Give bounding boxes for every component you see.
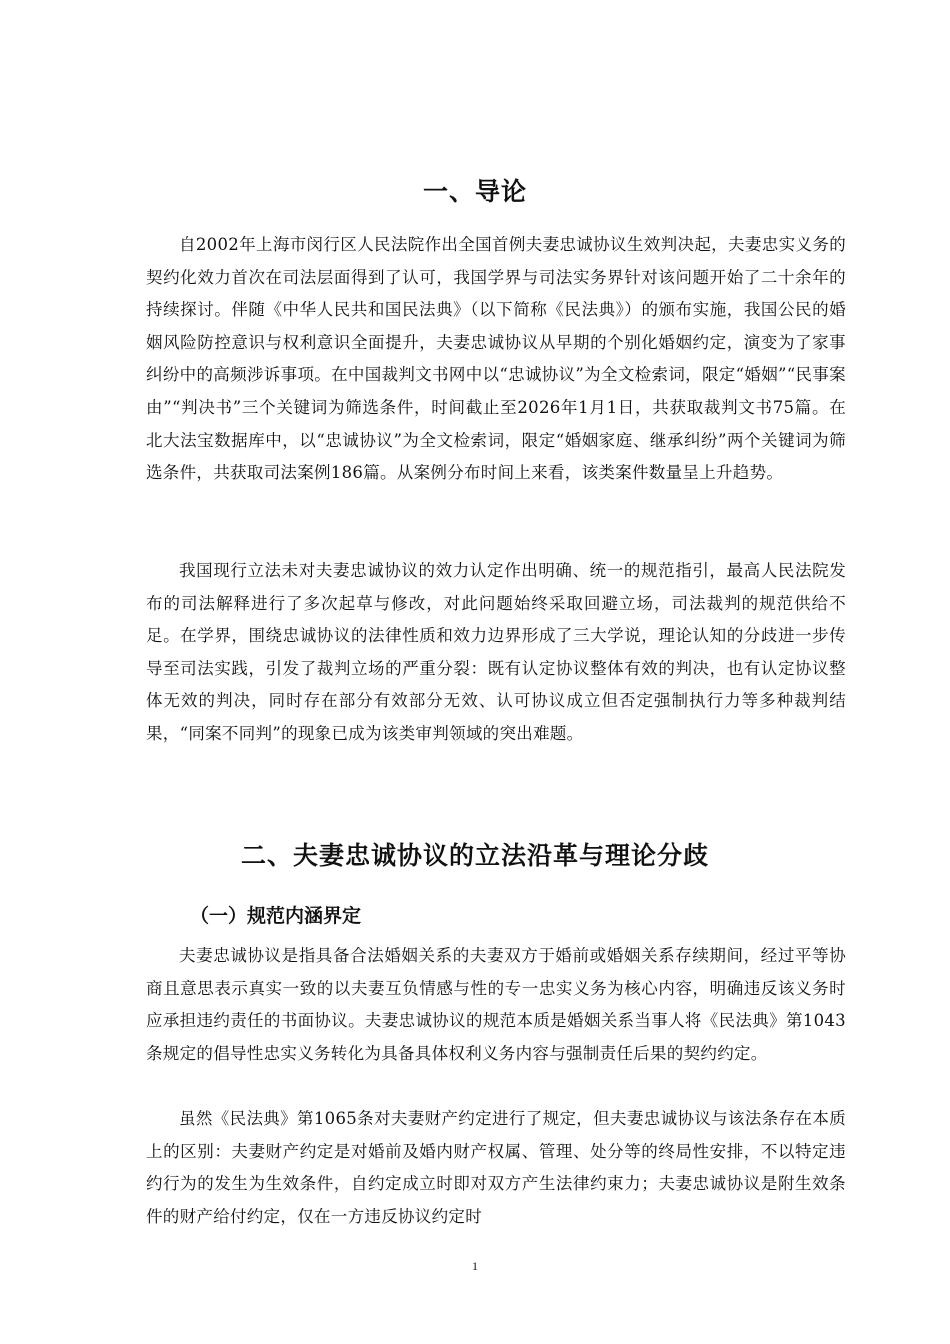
subsection-1-paragraph-1: 夫妻忠诚协议是指具备合法婚姻关系的夫妻双方于婚前或婚姻关系存续期间，经过平等协商且意思表示真实一致的以夫妻互负情感与性的专一忠实义务为核心内容，明确违反该义务时应承担违约责任的书面协议。夫妻忠诚协议的规范本质是婚姻关系当事人将《民法典》第1043条规定的倡导性忠实义务转化为具备具体权利义务内容与强制责任后果的契约约定。 [146,946,846,1063]
subsection-1-paragraph-2: 虽然《民法典》第1065条对夫妻财产约定进行了规定，但夫妻忠诚协议与该法条存在本质上的区别：夫妻财产约定是对婚前及婚内财产权属、管理、处分等的终局性安排，不以特定违约行为的发生为生效条件，自约定成立时即对双方产生法律约束力；夫妻忠诚协议是附生效条件的财产给付约定，仅在一方违反协议约定时 [146,1109,846,1226]
section-2-title: 二、夫妻忠诚协议的立法沿革与理论分歧 [240,841,709,870]
section-1-paragraph-2: 我国现行立法未对夫妻忠诚协议的效力认定作出明确、统一的规范指引，最高人民法院发布的司法解释进行了多次起草与修改，对此问题始终采取回避立场，司法裁判的规范供给不足。在学界，围绕忠诚协议的法律性质和效力边界形成了三大学说，理论认知的分歧进一步传导至司法实践，引发了裁判立场的严重分裂：既有认定协议整体有效的判决，也有认定协议整体无效的判决，同时存在部分有效部分无效、认可协议成立但否定强制执行力等多种裁判结果，“同案不同判”的现象已成为该类审判领域的突出难题。 [146,561,846,743]
page-number: 1 [472,1259,478,1273]
section-1-title: 一、导论 [422,177,527,206]
section-1-paragraph-1: 自2002年上海市闵行区人民法院作出全国首例夫妻忠诚协议生效判决起，夫妻忠实义务的契约化效力首次在司法层面得到了认可，我国学界与司法实务界针对该问题开始了二十余年的持续探讨。伴随《中华人民共和国民法典》（以下简称《民法典》）的颁布实施，我国公民的婚姻风险防控意识与权利意识全面提升，夫妻忠诚协议从早期的个别化婚姻约定，演变为了家事纠纷中的高频涉诉事项。在中国裁判文书网中以“忠诚协议”为全文检索词，限定“婚姻”“民事案由”“判决书”三个关键词为筛选条件，时间截止至2026年1月1日，共获取裁判文书75篇。在北大法宝数据库中，以“忠诚协议”为全文检索词，限定“婚姻家庭、继承纠纷”两个关键词为筛选条件，共获取司法案例186篇。从案例分布时间上来看，该类案件数量呈上升趋势。 [146,235,846,483]
subsection-1-title: （一）规范内涵界定 [190,905,362,927]
